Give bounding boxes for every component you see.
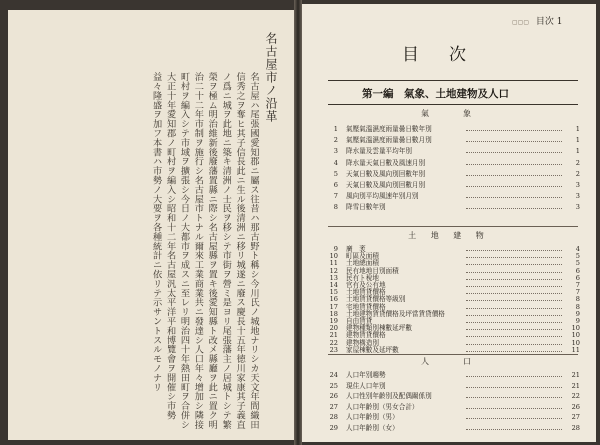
- toc-entry-number: 24: [329, 371, 338, 379]
- toc-entry: [324, 370, 580, 380]
- toc-entry-page: 1: [575, 136, 580, 145]
- toc-entry-title: 民有ト稅地: [346, 273, 379, 282]
- toc-entry-page: 3: [575, 181, 580, 189]
- toc-leader: [466, 408, 562, 409]
- toc-entry-page: 1: [575, 147, 580, 156]
- toc-entry-number: 27: [329, 402, 338, 411]
- toc-entry: [324, 135, 580, 145]
- toc-entry-title: 廣 袤: [346, 245, 366, 253]
- toc-entry-page: 6: [575, 273, 580, 282]
- toc-entry-page: 2: [575, 169, 580, 178]
- divider: [328, 80, 578, 81]
- left-page-body: 名古屋ハ尾張國愛知郡ニ屬ス往昔ハ那古野ト稱シ今川氏ノ城地ナリシカ天文年間織田信秀之ヲ奪ヒ其子信長此ニ生ル後清洲ニ移リ城遂ニ廢ス慶長十五年徳川家康其子義直ノ爲ニ城ヲ此地ニ築キ清洲ノ士民ヲ移シテ市街ヲ營ミ是ヨリ尾張藩主ノ居城トシテ繁榮ヲ極ム明治維新後廢藩置縣ニ際シ名古屋縣ヲ置キ後愛知縣ト改メ縣廳ヲ此ニ置ク明治二十二年市制ヲ施行シ名古屋市トナル爾來工業商業共ニ發達シ人口年々增加シ隣接町村ヲ編入シテ市域ヲ擴張シ今日ノ大都市ヲ成スニ至レリ明治四十年熱田町ヲ合併シ大正十年愛知郡ノ町村ヲ編入シ昭和十二年名古屋汎太平洋平和博覽會ヲ開催シ市勢益々隆盛ヲ加フ本書ハ市勢ノ大要ヲ各種統計ニ依リテ示サントスルモノナリ: [150, 72, 259, 430]
- toc-leader: [466, 397, 562, 398]
- toc-leader: [466, 387, 562, 388]
- toc-entry-page: 3: [575, 192, 580, 201]
- toc-entry: [324, 412, 580, 422]
- toc-entry-page: 4: [575, 245, 580, 253]
- toc-leader: [466, 429, 562, 430]
- toc-entry-page: 10: [571, 338, 580, 347]
- toc-entry-number: 26: [329, 392, 338, 401]
- toc-entry-number: 25: [329, 381, 338, 390]
- toc-entry-number: 10: [329, 252, 338, 261]
- toc-leader: [466, 130, 562, 131]
- toc-entry-page: 21: [571, 381, 580, 390]
- toc-entry: [324, 202, 580, 212]
- toc-entry: [324, 391, 580, 401]
- toc-entry-number: 23: [329, 345, 338, 354]
- toc-entry-title: 氣壓氣溫濕度雨量曇日數年別: [346, 125, 432, 133]
- toc-entry-title: 官有及公有地: [346, 281, 386, 289]
- running-header-text: 目次 1: [535, 17, 563, 27]
- part-heading: 第一編 氣象、土地建物及人口: [362, 88, 509, 100]
- toc-leader: [466, 186, 562, 187]
- toc-entry-number: 15: [329, 288, 338, 297]
- left-page: [8, 10, 294, 440]
- toc-entry-page: 10: [571, 331, 580, 340]
- header-stamp: ▢▢▢: [512, 19, 530, 26]
- toc-entry-number: 3: [333, 147, 338, 156]
- toc-entry-number: 12: [329, 266, 338, 275]
- toc-entry-number: 2: [333, 136, 338, 145]
- toc-entry-title: 民有地地目別面積: [346, 266, 399, 275]
- toc-entry-page: 3: [575, 203, 580, 212]
- toc-entry-title: 降雪日數年別: [346, 203, 386, 212]
- toc-leader: [466, 376, 562, 377]
- toc-entry-title: 土地賃貸價格等級別: [346, 295, 406, 304]
- toc-entry-title: 現住人口年別: [346, 381, 386, 390]
- toc-entry: [324, 180, 580, 190]
- toc-entry: [324, 402, 580, 412]
- toc-entry-page: 9: [575, 317, 580, 325]
- toc-entry-title: 天氣日數及風向別回數年別: [346, 169, 426, 178]
- toc-entry-number: 14: [329, 281, 338, 289]
- toc-entry-title: 天氣日數及風向別回數月別: [346, 181, 426, 189]
- toc-entry-title: 家屋棟數及延坪數: [346, 345, 399, 354]
- toc-entry-page: 9: [575, 309, 580, 318]
- toc-entry-title: 人口年齡別（女）: [346, 424, 399, 432]
- toc-entry-number: 29: [329, 424, 338, 432]
- toc-entry-page: 5: [575, 252, 580, 261]
- toc-entry-page: 7: [575, 288, 580, 297]
- toc-leader: [466, 141, 562, 142]
- divider: [328, 226, 578, 227]
- toc-title: 目次: [402, 45, 496, 65]
- toc-entry-page: 11: [571, 345, 580, 354]
- toc-entry: [324, 169, 580, 179]
- toc-entry-number: 22: [329, 338, 338, 347]
- toc-entry-number: 13: [329, 273, 338, 282]
- toc-entry-title: 宅地賃貸價格: [346, 302, 386, 311]
- toc-entry-number: 6: [333, 181, 338, 189]
- toc-leader: [466, 152, 562, 153]
- toc-entry-title: 土地建物賃貸價格及坪當賃貸價格: [346, 309, 445, 318]
- toc-entry: [324, 158, 580, 168]
- toc-leader: [466, 351, 562, 352]
- toc-leader: [466, 197, 562, 198]
- toc-entry-number: 8: [333, 203, 338, 212]
- divider: [328, 104, 578, 105]
- toc-entry: [324, 423, 580, 433]
- toc-entry-title: 建物構造別: [346, 338, 379, 347]
- toc-entry-page: 6: [575, 266, 580, 275]
- toc-entry-page: 5: [575, 259, 580, 268]
- toc-entry-number: 5: [333, 169, 338, 178]
- toc-entry-number: 9: [333, 245, 338, 253]
- toc-entry-number: 19: [329, 317, 338, 325]
- toc-entry: [324, 381, 580, 391]
- toc-entry-page: 8: [575, 302, 580, 311]
- left-page-title: 名古屋市ノ沿革: [264, 32, 278, 123]
- toc-entry-title: 人口年齡別（男）: [346, 413, 399, 422]
- toc-entry-number: 4: [333, 158, 338, 167]
- section-heading-land: 土 地 建 物: [408, 231, 490, 240]
- toc-entry-title: 風向別平均風速年別月別: [346, 192, 419, 201]
- toc-entry-page: 8: [575, 295, 580, 304]
- toc-entry-title: 土地賃貸價格: [346, 288, 386, 297]
- toc-entry-page: 26: [571, 402, 580, 411]
- toc-entry-title: 降水量及雲量平均年別: [346, 147, 412, 156]
- toc-entry-title: 人口性別年齡別及配偶關係別: [346, 392, 432, 401]
- toc-entry-page: 22: [571, 392, 580, 401]
- right-page: [302, 4, 596, 442]
- toc-entry-page: 1: [575, 125, 580, 133]
- toc-entry-title: 建物種類別棟數延坪數: [346, 324, 412, 333]
- toc-entry-title: 町區及面積: [346, 252, 379, 261]
- toc-entry-number: 7: [333, 192, 338, 201]
- toc-leader: [466, 208, 562, 209]
- toc-entry-number: 20: [329, 324, 338, 333]
- toc-entry-title: 人口年齡別（男女合計）: [346, 402, 419, 411]
- toc-entry-title: 建物賃貸價格: [346, 331, 386, 340]
- toc-entry-number: 17: [329, 302, 338, 311]
- toc-leader: [466, 175, 562, 176]
- toc-entry: [324, 191, 580, 201]
- toc-entry: [324, 146, 580, 156]
- toc-entry-number: 18: [329, 309, 338, 318]
- toc-entry-number: 11: [329, 259, 338, 268]
- toc-entry-title: 土地總面積: [346, 259, 379, 268]
- toc-entry-page: 27: [571, 413, 580, 422]
- section-heading-population: 人 口: [421, 357, 477, 366]
- toc-entry-number: 21: [329, 331, 338, 340]
- toc-entry-title: 氣壓氣溫濕度雨量曇日數月別: [346, 136, 432, 145]
- toc-leader: [466, 418, 562, 419]
- toc-entry-page: 21: [571, 371, 580, 379]
- divider: [328, 354, 578, 355]
- toc-entry-title: 降水量天氣日數及風速月別: [346, 158, 426, 167]
- toc-entry-number: 16: [329, 295, 338, 304]
- toc-entry-page: 10: [571, 324, 580, 333]
- toc-entry-number: 1: [333, 125, 338, 133]
- toc-entry-number: 28: [329, 413, 338, 422]
- toc-entry-page: 2: [575, 158, 580, 167]
- running-header: [512, 14, 562, 27]
- toc-entry-page: 7: [575, 281, 580, 289]
- toc-entry-title: 人口年別趨勢: [346, 371, 386, 379]
- toc-entry: [324, 124, 580, 134]
- toc-leader: [466, 164, 562, 165]
- toc-entry-title: 自由賃貸: [346, 317, 373, 325]
- book-gutter: [294, 0, 302, 445]
- section-heading-weather: 氣 象: [421, 109, 477, 118]
- toc-entry-page: 28: [571, 424, 580, 432]
